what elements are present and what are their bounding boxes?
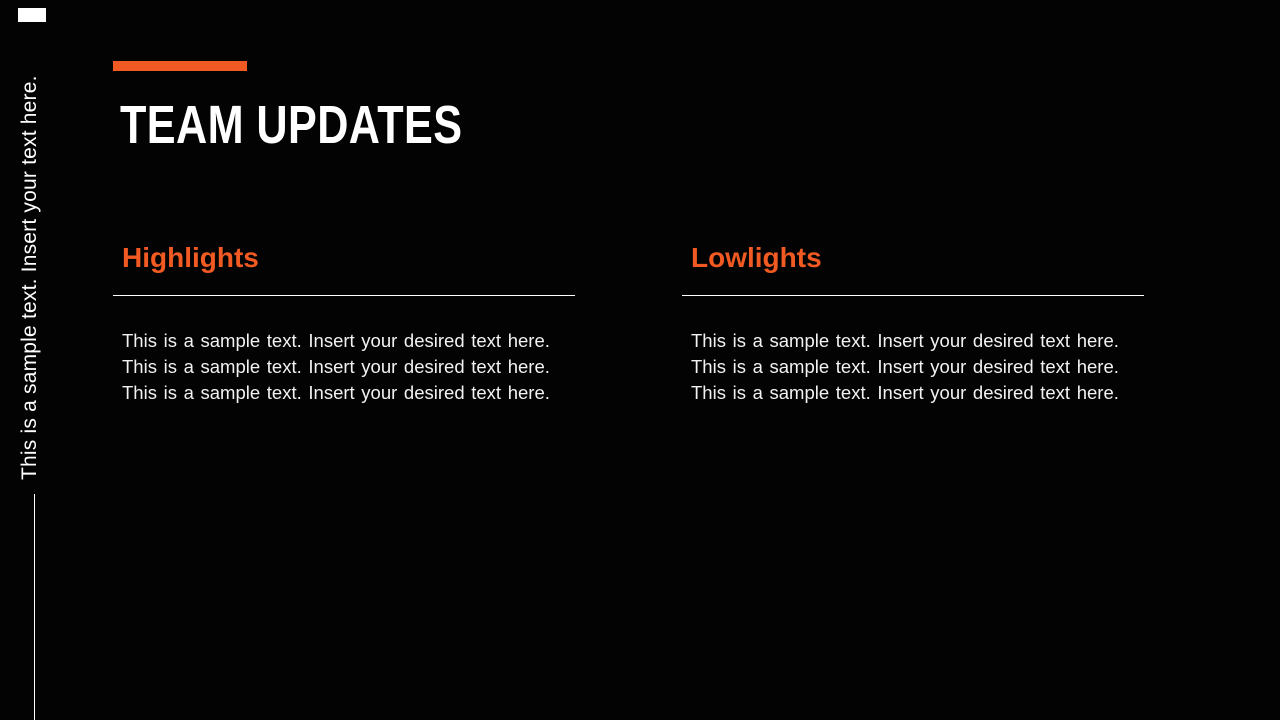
column-heading-lowlights: Lowlights (691, 242, 822, 273)
column-body-lowlights: This is a sample text. Insert your desired text here. This is a sample text. Insert your desired text here. This is a sample text. Insert your desired text here. (691, 330, 1119, 403)
title-accent-bar (113, 61, 247, 71)
slide-title: TEAM UPDATES (120, 95, 463, 155)
column-highlights (113, 240, 575, 406)
column-divider-highlights (113, 295, 575, 296)
sidebar-vertical-text: This is a sample text. Insert your text here. (18, 75, 41, 480)
column-body-highlights: This is a sample text. Insert your desired text here. This is a sample text. Insert your desired text here. This is a sample text. Insert your desired text here. (122, 330, 550, 403)
column-divider-lowlights (682, 295, 1144, 296)
column-heading-highlights: Highlights (122, 242, 259, 273)
sidebar-vertical-rule (34, 494, 35, 720)
column-lowlights (682, 240, 1144, 406)
sidebar-marker (18, 8, 46, 22)
